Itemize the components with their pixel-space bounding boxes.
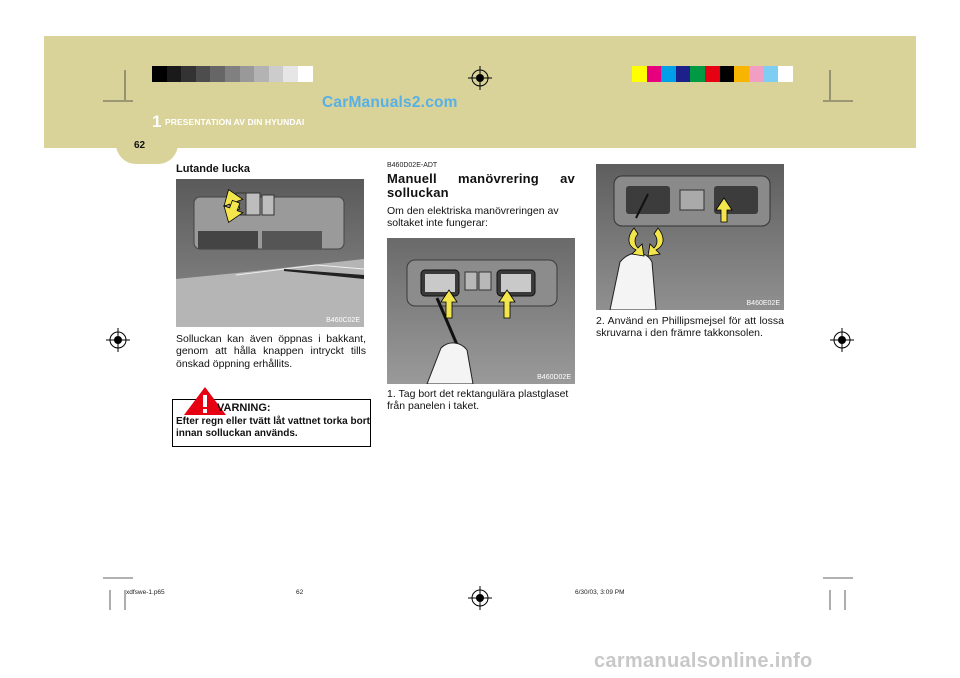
calibration-swatch	[240, 66, 255, 82]
calibration-swatch	[763, 66, 778, 82]
bottom-watermark-link[interactable]: carmanualsonline.info	[594, 650, 813, 672]
site-watermark-link[interactable]: CarManuals2.com	[322, 94, 458, 111]
calibration-swatch	[661, 66, 676, 82]
page-number: 62	[134, 140, 146, 151]
calibration-swatch	[749, 66, 764, 82]
color-calibration-bar	[632, 66, 793, 82]
warning-title: VARNING:	[217, 402, 271, 414]
calibration-swatch	[720, 66, 735, 82]
calibration-swatch	[196, 66, 211, 82]
section-heading-manual: Manuell manövrering av solluckan	[387, 171, 575, 200]
registration-target-icon	[468, 586, 492, 610]
calibration-swatch	[210, 66, 225, 82]
footer-file: xdfswe-1.p65	[126, 589, 165, 596]
registration-target-icon	[468, 66, 492, 90]
calibration-swatch	[254, 66, 269, 82]
figure-unscrew-console	[596, 164, 784, 310]
calibration-swatch	[778, 66, 793, 82]
footer-date: 6/30/03, 3:09 PM	[575, 589, 625, 596]
grayscale-calibration-bar	[152, 66, 313, 82]
calibration-swatch	[181, 66, 196, 82]
calibration-swatch	[225, 66, 240, 82]
section-heading-tilt: Lutande lucka	[176, 163, 250, 175]
calibration-swatch	[647, 66, 662, 82]
calibration-swatch	[269, 66, 284, 82]
calibration-swatch	[152, 66, 167, 82]
tilt-body-text: Solluckan kan även öppnas i bakkant, genom att hålla knappen intryckt tills önskad öppning erhållits.	[176, 333, 366, 370]
calibration-swatch	[705, 66, 720, 82]
figure-code: B460E02E	[746, 300, 780, 307]
calibration-swatch	[298, 66, 313, 82]
step-2-text: 2. Använd en Phillipsmejsel för att lossa skruvarna i den främre takkonsolen.	[596, 315, 784, 340]
figure-code: B460D02E	[537, 374, 571, 381]
calibration-swatch	[167, 66, 182, 82]
warning-text: Efter regn eller tvätt låt vattnet torka bort innan solluckan används.	[176, 416, 370, 440]
calibration-swatch	[632, 66, 647, 82]
manual-intro-text: Om den elektriska manövreringen av soltaket inte fungerar:	[387, 205, 559, 230]
registration-target-icon	[106, 328, 130, 352]
step-1-text: 1. Tag bort det rektangulära plastglaset från panelen i taket.	[387, 388, 569, 413]
calibration-swatch	[283, 66, 298, 82]
chapter-number: 1	[152, 112, 162, 131]
registration-target-icon	[830, 328, 854, 352]
section-code: B460D02E-ADT	[387, 162, 438, 169]
figure-code: B460C02E	[326, 317, 360, 324]
calibration-swatch	[676, 66, 691, 82]
calibration-swatch	[734, 66, 749, 82]
footer-page: 62	[296, 589, 304, 596]
figure-tilt-sunroof	[176, 179, 364, 327]
calibration-swatch	[690, 66, 705, 82]
figure-remove-lens	[387, 238, 575, 384]
chapter-title: PRESENTATION AV DIN HYUNDAI	[165, 117, 305, 127]
